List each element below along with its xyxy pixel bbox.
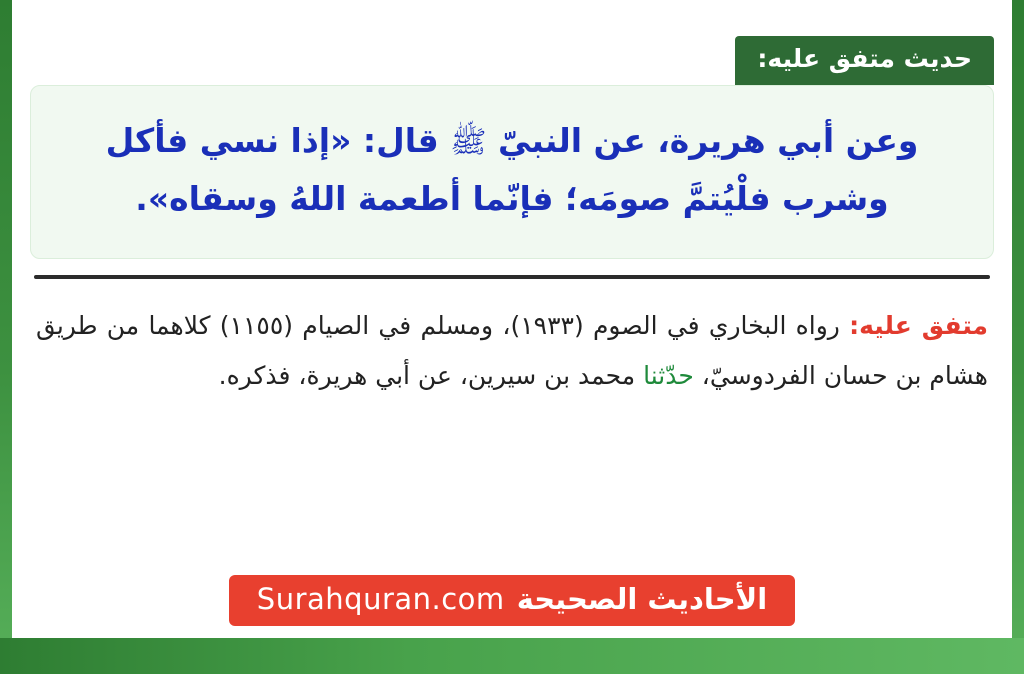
takhrij-label: متفق عليه: [849,310,988,340]
takhrij-highlight: حدّثنا [643,360,694,390]
hadith-grade-tag: حديث متفق عليه: [735,36,994,85]
site-badge-url: Surahquran.com [256,582,505,616]
tag-row [30,0,994,85]
sallallahu-alayhi-wasallam-icon: ﷺ [450,125,487,160]
section-divider [34,275,990,279]
takhrij-part-one: رواه البخاري في الصوم (١٩٣٣)، ومسلم في الصيام (١١٥٥) كلاهما من طريق هشام بن حسان الفردوسيّ، [36,310,988,390]
footer-row [0,575,1024,626]
site-badge[interactable] [229,575,795,626]
bottom-green-border [0,638,1024,674]
hadith-box [30,85,994,259]
site-badge-arabic: الأحاديث الصحيحة [516,582,768,616]
hadith-text-before: وعن أبي هريرة، عن النبيّ [498,121,919,160]
right-green-border [1012,0,1024,674]
hadith-text [61,112,963,228]
hadith-text-after: قال: «إذا نسي فأكل وشرب فلْيُتمَّ صومَه؛ فإنّما أطعمة اللهُ وسقاه». [105,121,889,218]
left-green-border [0,0,12,674]
card-content [12,0,1012,638]
takhrij-paragraph [30,301,994,401]
takhrij-part-two: محمد بن سيرين، عن أبي هريرة، فذكره. [218,360,636,390]
